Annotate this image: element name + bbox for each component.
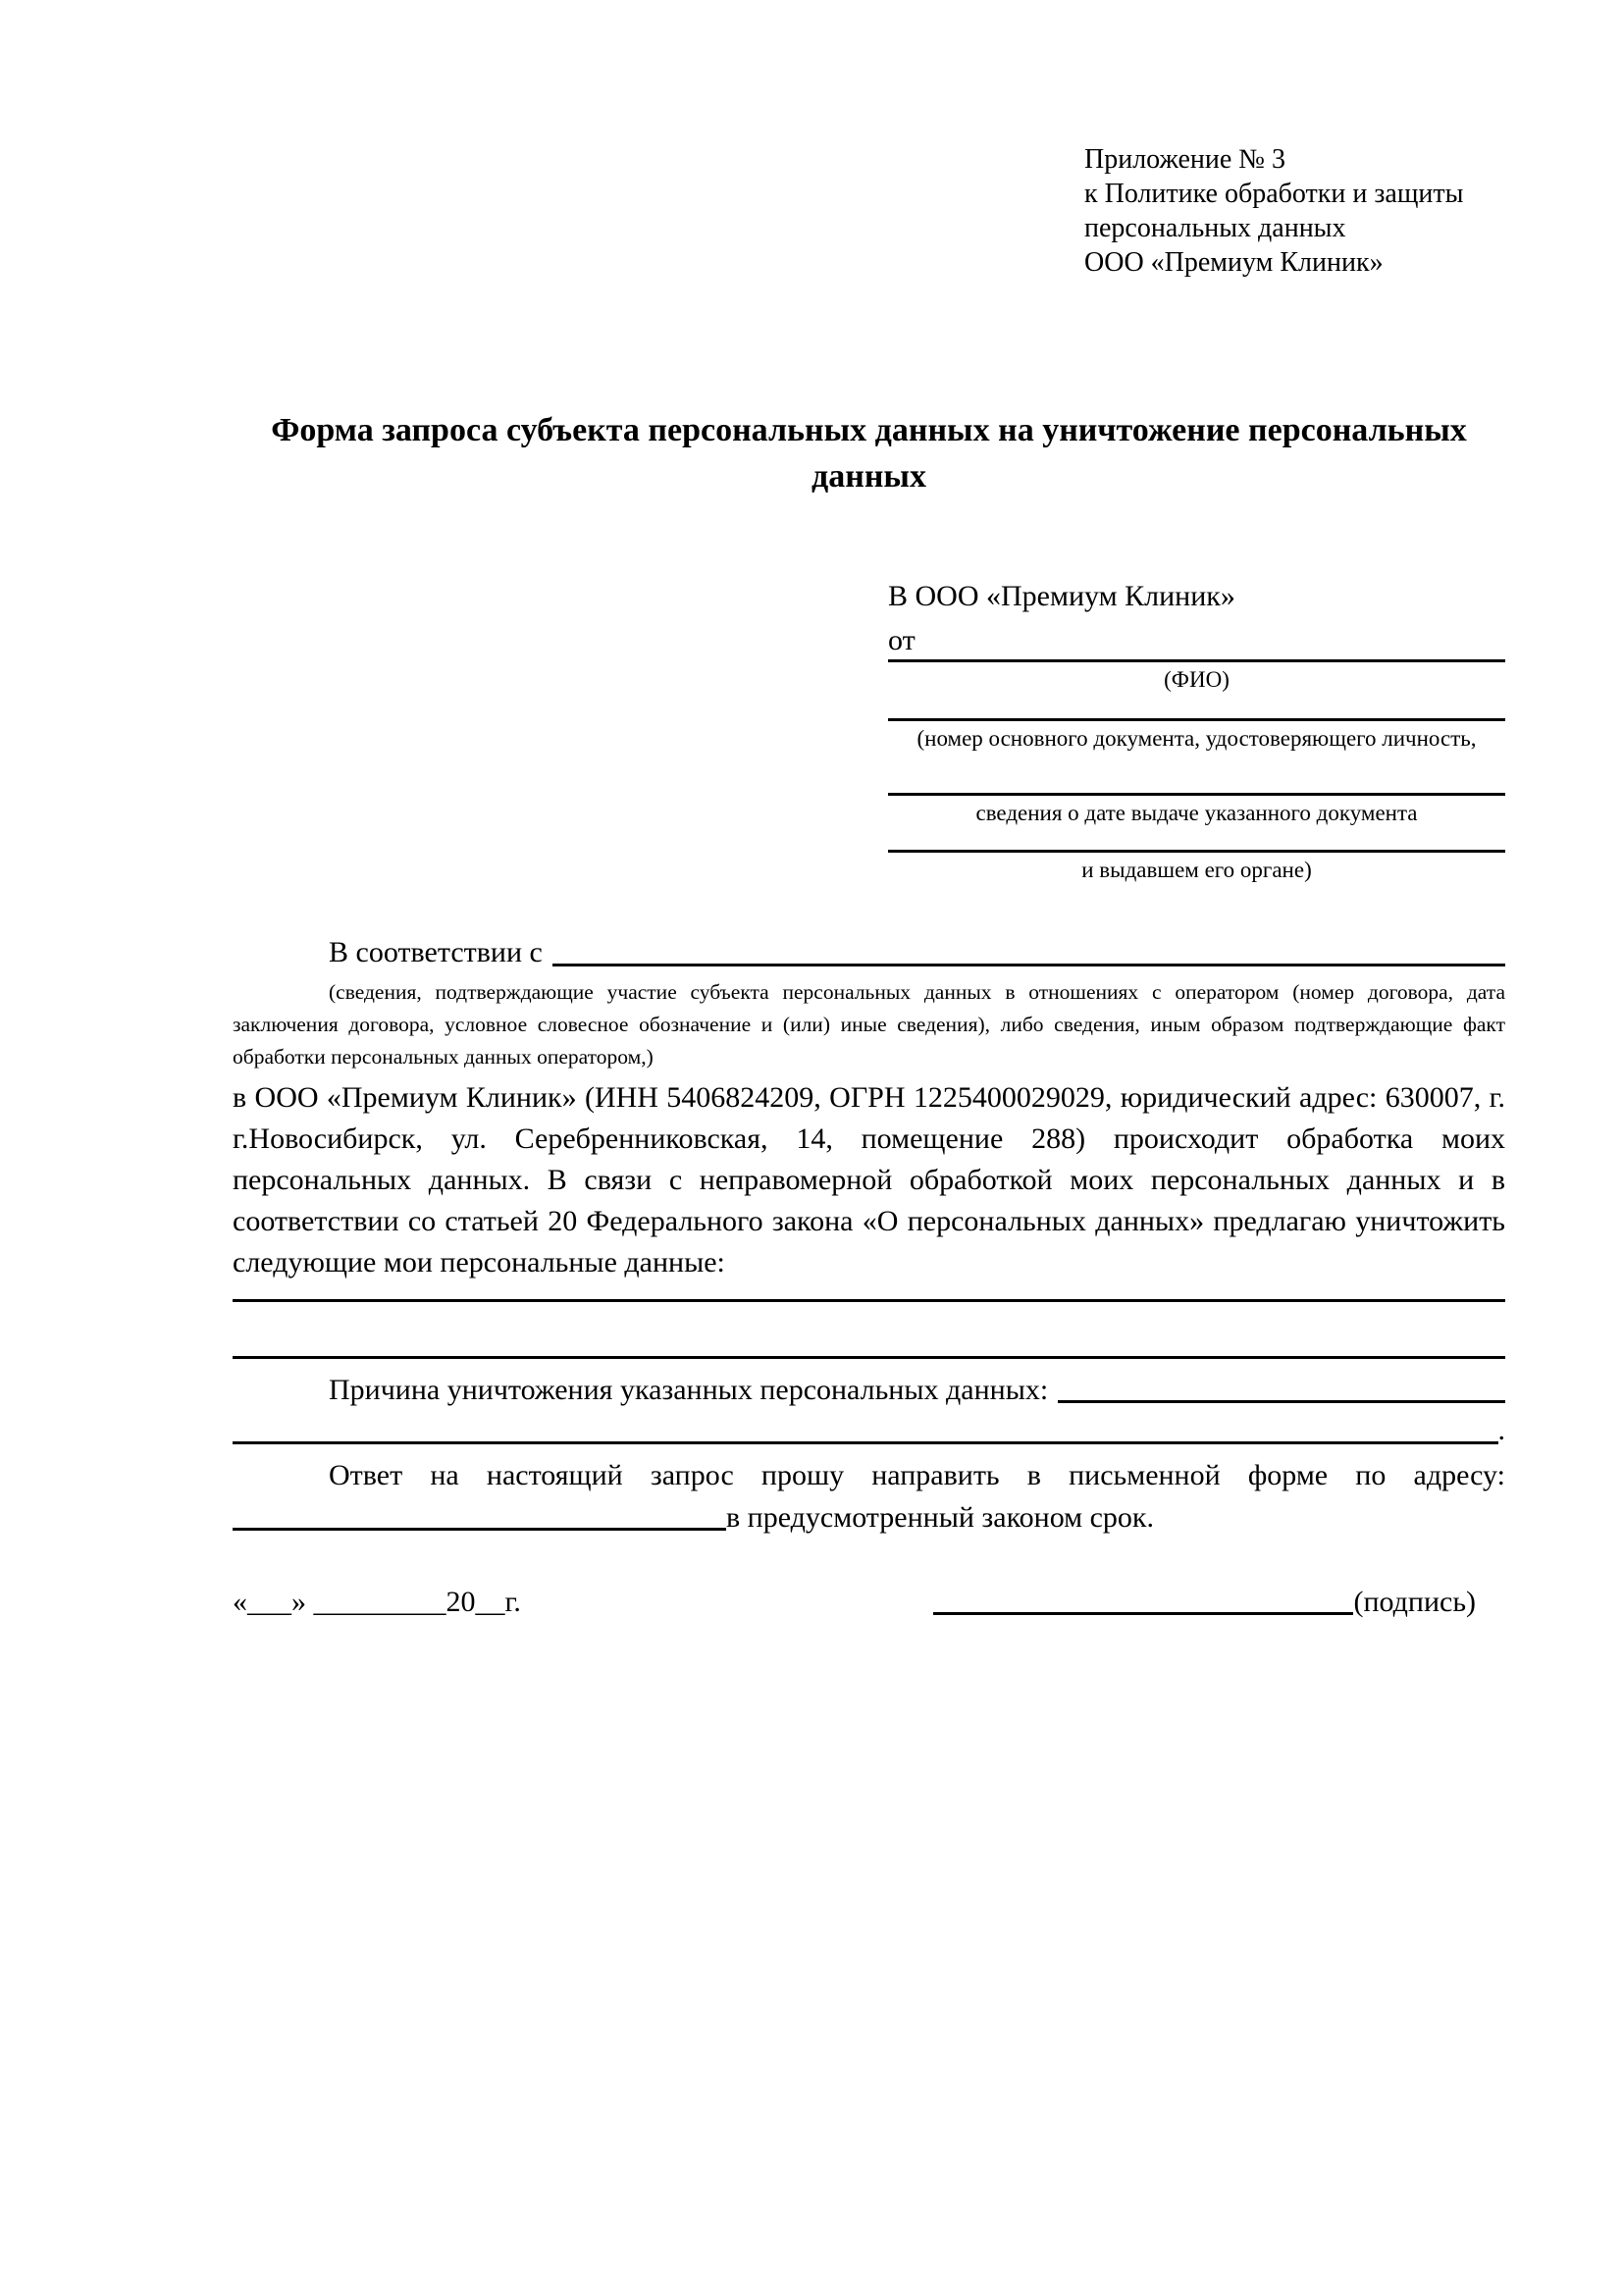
issuing-authority-caption: и выдавшем его органе) — [1081, 858, 1312, 882]
reason-row — [233, 1369, 1505, 1411]
signature-caption: (подпись) — [1353, 1586, 1476, 1618]
reason-blank-line — [1058, 1369, 1505, 1403]
appendix-note — [1084, 142, 1505, 280]
date-blank-text: «___» _________20__г. — [233, 1586, 521, 1618]
personal-data-blank-line-2 — [233, 1356, 1505, 1359]
reason-label: Причина уничтожения указанных персональных данных: — [329, 1374, 1049, 1406]
addressee-block — [888, 580, 1505, 894]
personal-data-blank-line-1 — [233, 1299, 1505, 1302]
accordance-footnote: (сведения, подтверждающие участие субъекта персональных данных в отношениях с оператором (номер договора, дата заключения договора, условное словесное обозначение и (или) иные сведения), либо сведения, иным образом подтверждающие факт обработки персональных данных оператором,) — [233, 980, 1505, 1069]
accordance-row — [233, 931, 1505, 974]
appendix-note-line-4: ООО «Премиум Клиник» — [1084, 247, 1384, 278]
reason-blank-line-2-rule — [233, 1411, 1498, 1444]
appendix-note-line-1: Приложение № 3 — [1084, 144, 1285, 175]
response-address-paragraph: Ответ на настоящий запрос прошу направить в письменной форме по адресу: — [329, 1459, 1505, 1491]
response-address-row — [233, 1496, 1505, 1539]
reason-blank-line-2 — [233, 1411, 1505, 1450]
accordance-label: В соответствии с — [329, 936, 543, 968]
form-title: Форма запроса субъекта персональных данных на уничтожение персональных данных — [271, 412, 1467, 495]
period-text: . — [1497, 1414, 1505, 1446]
addressee-from-label: от — [888, 624, 916, 656]
appendix-note-line-2: к Политике обработки и защиты — [1084, 179, 1464, 209]
issue-date-caption: сведения о дате выдаче указанного документа — [975, 801, 1418, 825]
accordance-blank-line — [552, 931, 1505, 966]
signature-group — [933, 1580, 1476, 1624]
document-number-caption: (номер основного документа, удостоверяющего личность, — [916, 726, 1477, 751]
addressee-organization: В ООО «Премиум Клиник» — [888, 580, 1235, 612]
appendix-note-line-3: персональных данных — [1084, 213, 1346, 243]
fio-caption: (ФИО) — [1164, 667, 1230, 692]
request-paragraph: в ООО «Премиум Клиник» (ИНН 5406824209, ОГРН 1225400029029, юридический адрес: 630007, г. г.Новосибирск, ул. Серебренниковская, 14, помещение 288) происходит обработка моих персональных данных. В связи с неправомерной обработкой моих персональных данных и в соответствии со статьей 20 Федерального закона «О персональных данных» предлагаю уничтожить следующие мои персональные данные: — [233, 1081, 1505, 1278]
response-deadline-text: в предусмотренный законом срок. — [726, 1501, 1154, 1534]
address-blank-line — [233, 1496, 726, 1531]
date-signature-row — [233, 1580, 1505, 1624]
signature-blank-line — [933, 1612, 1353, 1615]
